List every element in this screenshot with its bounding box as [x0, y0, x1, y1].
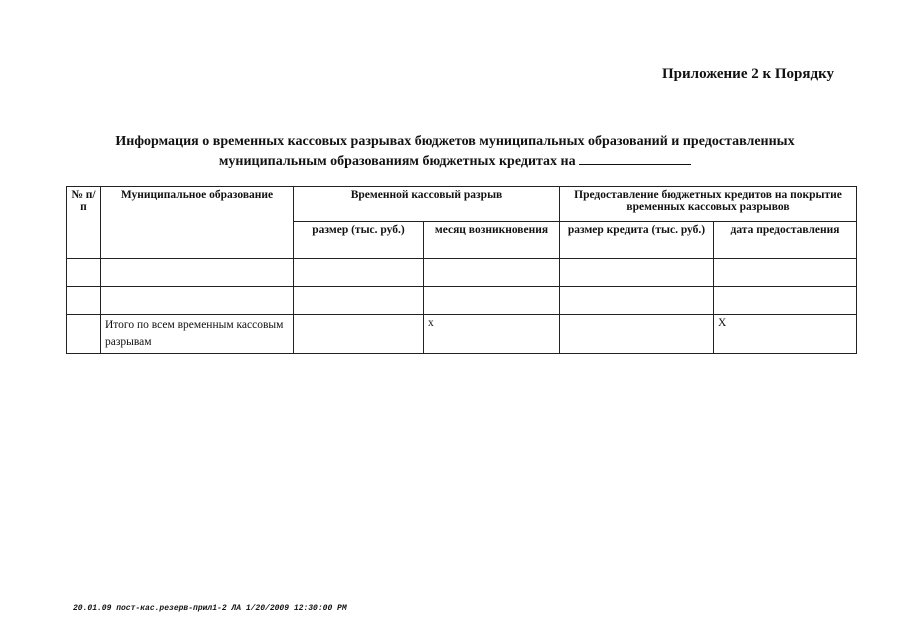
header-credits: Предоставление бюджетных кредитов на покрытие временных кассовых разрывов — [560, 187, 857, 222]
title-line-2-text: муниципальным образованиям бюджетных кредитах на — [218, 154, 576, 169]
header-credit-size: размер кредита (тыс. руб.) — [560, 222, 714, 259]
appendix-label: Приложение 2 к Порядку — [662, 66, 835, 82]
title-line-1: Информация о временных кассовых разрывах бюджетов муниципальных образований и предоставленных — [115, 134, 795, 149]
header-num: № п/п — [67, 187, 101, 259]
header-municipality: Муниципальное образование — [101, 187, 294, 259]
total-row — [67, 315, 857, 354]
total-label: Итого по всем временным кассовым разрывам — [101, 315, 294, 354]
date-blank — [579, 151, 691, 165]
table-row — [67, 287, 857, 315]
info-table — [66, 186, 857, 354]
header-month: месяц возникновения — [424, 222, 560, 259]
document-title — [60, 133, 850, 171]
header-size: размер (тыс. руб.) — [294, 222, 424, 259]
header-cash-gap: Временной кассовый разрыв — [294, 187, 560, 222]
header-date: дата предоставления — [714, 222, 857, 259]
total-month: х — [424, 315, 560, 354]
total-date: Х — [714, 315, 857, 354]
footer-file-info: 20.01.09 пост-кас.резерв-прил1-2 ЛА 1/20/2009 12:30:00 PM — [73, 604, 347, 613]
table-row — [67, 259, 857, 287]
title-line-2 — [60, 151, 850, 171]
